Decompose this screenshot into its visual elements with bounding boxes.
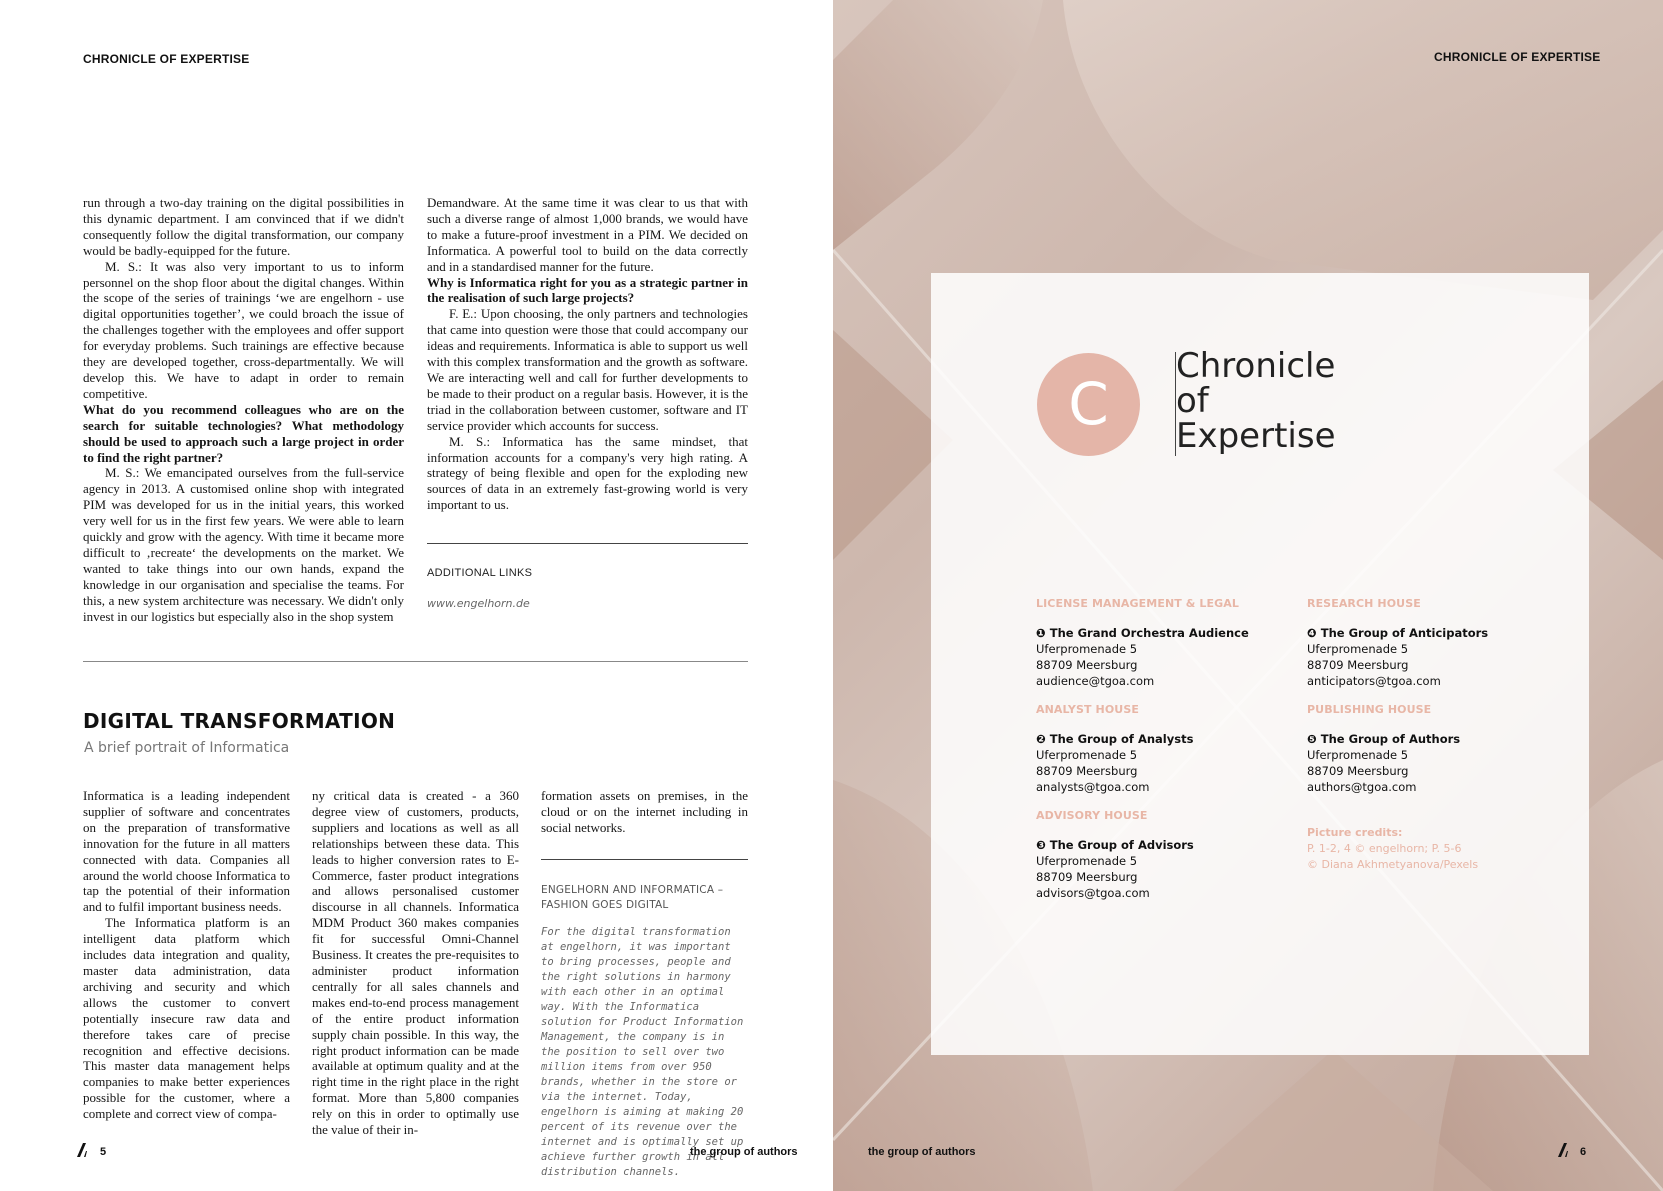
divider — [427, 543, 748, 544]
paragraph: M. S.: Informatica has the same mindset, that information accounts for a company's very high rating. A strategy of being flexible and open for the exploding new sources of data in an extremely fast-growing world is very important to us. — [427, 433, 748, 513]
page-header-right: CHRONICLE OF EXPERTISE — [1434, 50, 1601, 64]
street: Uferpromenade 5 — [1036, 854, 1138, 868]
page-header-left: CHRONICLE OF EXPERTISE — [83, 52, 250, 66]
street: Uferpromenade 5 — [1307, 748, 1409, 762]
logo-wordmark — [1176, 346, 1336, 456]
city: 88709 Meersburg — [1307, 658, 1409, 672]
article-column-2 — [427, 195, 748, 513]
logo-line-3: Expertise — [1176, 416, 1336, 456]
number-badge-2-icon: ❷ — [1036, 732, 1046, 746]
email-authors[interactable]: authors@tgoa.com — [1307, 780, 1417, 794]
paragraph: Demandware. At the same time it was clear to us that with such a diverse range of almost 1,000 brands, we would have to make a future-proof investment in a PIM. We decided on Informatica. A powerful tool to build on the data correctly and in a standardised manner for the future. — [427, 195, 748, 274]
footer-brand-left: the group of authors — [690, 1146, 798, 1158]
org-name-advisors: The Group of Advisors — [1049, 838, 1194, 852]
address-block-analysts — [1036, 731, 1296, 795]
email-anticipators[interactable]: anticipators@tgoa.com — [1307, 674, 1441, 688]
section-head-advisory: ADVISORY HOUSE — [1036, 809, 1148, 822]
address-block-audience — [1036, 625, 1296, 689]
interview-question: Why is Informatica right for you as a strategic partner in the realisation of such large projects? — [427, 274, 748, 306]
contact-column-left — [1036, 597, 1296, 901]
street: Uferpromenade 5 — [1036, 642, 1138, 656]
article-column-3 — [83, 788, 290, 1122]
street: Uferpromenade 5 — [1307, 642, 1409, 656]
paragraph: run through a two-day training on the digital possibilities in this dynamic department. I am convinced that if we didn't consequently follow the digital transformation, our company would be badly-equipped for the future. — [83, 195, 404, 258]
logo-letter: C — [1068, 370, 1109, 438]
number-badge-4-icon: ❹ — [1307, 626, 1317, 640]
org-name-authors: The Group of Authors — [1320, 732, 1461, 746]
publisher-logo-icon — [76, 1142, 88, 1158]
article-column-1 — [83, 195, 404, 624]
sidebar-divider — [541, 859, 748, 860]
section-head-publishing: PUBLISHING HOUSE — [1307, 703, 1432, 716]
number-badge-5-icon: ❺ — [1307, 732, 1317, 746]
number-badge-3-icon: ❸ — [1036, 838, 1046, 852]
city: 88709 Meersburg — [1036, 870, 1138, 884]
article-column-5 — [541, 788, 748, 836]
contact-column-right — [1307, 597, 1567, 873]
section-title: DIGITAL TRANSFORMATION — [83, 709, 396, 733]
paragraph: Informatica is a leading independent supplier of software and concentrates on the preparation of transformative innovation for the future in all matters connected with data. Companies all around the world choose Informatica to tap the potential of their information and to fulfil important business needs. — [83, 788, 290, 915]
number-badge-1-icon: ❶ — [1036, 626, 1046, 640]
page-number-left: 5 — [100, 1146, 107, 1158]
email-advisors[interactable]: advisors@tgoa.com — [1036, 886, 1150, 900]
sidebar-text: For the digital transformation at engelhorn, it was important to bring processes, people and the right solutions in harmony with each other in an optimal way. With the Informatica solution for Product Information Management, the company is in the position to sell over two million items from over 950 brands, whether in the store or via the internet. Today, engelhorn is aiming at making 20 percent of its revenue over the internet and is optimally set up achieve further growth in all distribution channels. — [541, 926, 744, 1178]
paragraph: M. S.: We emancipated ourselves from the full-service agency in 2013. A customised online shop with integrated PIM was developed for us in the initial years, this worked very well for us in the first few years. We were able to learn quickly and grow with the agency. With time it became more difficult to ‚recreate‘ the developments on the market. We wanted to take things into our own hands, expand the knowledge in our organisation and specialise the teams. For this, a new system architecture was necessary. We didn't only invest in our logistics but especially also in the shop system — [83, 465, 404, 624]
address-block-anticipators — [1307, 625, 1567, 689]
address-block-authors — [1307, 731, 1567, 795]
page-number-right: 6 — [1580, 1146, 1587, 1158]
paragraph: M. S.: It was also very important to us to inform personnel on the shop floor about the digital changes. Within the scope of the series of trainings ‘we are engelhorn - use digital opportunities together’, we could broach the issue of the challenges together with the employees and offer support for everyday problems. Such trainings are effective because they are developed together, cross-departmentally. We will develop this. We have to adapt in order to remain competitive. — [83, 258, 404, 401]
interview-question: What do you recommend colleagues who are on the search for suitable technologies? What methodology should be used to approach such a large project in order to find the right partner? — [83, 401, 404, 465]
credits-line-2: © Diana Akhmetyanova/Pexels — [1307, 858, 1479, 871]
address-block-advisors — [1036, 837, 1296, 901]
engelhorn-link[interactable]: www.engelhorn.de — [427, 597, 530, 610]
sidebar-title: ENGELHORN AND INFORMATICA – FASHION GOES DIGITAL — [541, 884, 724, 911]
city: 88709 Meersburg — [1036, 658, 1138, 672]
org-name-audience: The Grand Orchestra Audience — [1049, 626, 1249, 640]
email-audience[interactable]: audience@tgoa.com — [1036, 674, 1155, 688]
additional-links-label: ADDITIONAL LINKS — [427, 567, 533, 579]
city: 88709 Meersburg — [1036, 764, 1138, 778]
logo-line-2: of — [1176, 381, 1209, 421]
credits-line-1: P. 1-2, 4 © engelhorn; P. 5-6 — [1307, 842, 1462, 855]
logo-line-1: Chronicle — [1176, 346, 1336, 386]
column-5-text: formation assets on premises, in the cloud or on the internet including in social networks. — [541, 788, 748, 835]
footer-brand-right: the group of authors — [868, 1146, 976, 1158]
picture-credits — [1307, 825, 1567, 873]
section-head-license: LICENSE MANAGEMENT & LEGAL — [1036, 597, 1239, 610]
street: Uferpromenade 5 — [1036, 748, 1138, 762]
org-name-analysts: The Group of Analysts — [1049, 732, 1194, 746]
section-head-analyst: ANALYST HOUSE — [1036, 703, 1139, 716]
section-subtitle: A brief portrait of Informatica — [84, 740, 290, 756]
credits-label: Picture credits: — [1307, 826, 1403, 839]
section-divider — [83, 661, 748, 662]
paragraph: The Informatica platform is an intelligent data platform which includes data integration and quality, master data administration, data archiving and security and which allows the customer to convert potentially insecure raw data and therefore takes care of precise recognition and effective decisions. This master data management helps companies to make better experiences possible for the customer, where a complete and correct view of compa- — [83, 915, 290, 1122]
article-column-4 — [312, 788, 519, 1138]
org-name-anticipators: The Group of Anticipators — [1320, 626, 1489, 640]
paragraph: ny critical data is created - a 360 degree view of customers, products, suppliers and locations as well as all relationships between these data. This leads to higher conversion rates to E-Commerce, faster product integrations and allows personalised customer discourse in all channels. Informatica MDM Product 360 makes companies fit for successful Omni-Channel Business. It creates the pre-requisites to administer product information centrally for all sales channels and makes end-to-end process management of the entire product information supply chain possible. In this way, the right product information can be made available at optimum quality and at the right time in the right place in the right format. More than 5,800 companies rely on this in order to optimally use the value of their in- — [312, 788, 519, 1138]
publisher-logo-icon — [1557, 1142, 1569, 1158]
paragraph: F. E.: Upon choosing, the only partners and technologies that came into question were those that could accompany our ideas and requirements. Informatica is able to support us well with this complex transformation and the growth as software. We are interacting well and call for further developments to be made to their product on a regular basis. However, it is the triad in the collaboration between customer, software and IT service provider which accounts for success. — [427, 306, 748, 433]
email-analysts[interactable]: analysts@tgoa.com — [1036, 780, 1150, 794]
city: 88709 Meersburg — [1307, 764, 1409, 778]
section-head-research: RESEARCH HOUSE — [1307, 597, 1421, 610]
